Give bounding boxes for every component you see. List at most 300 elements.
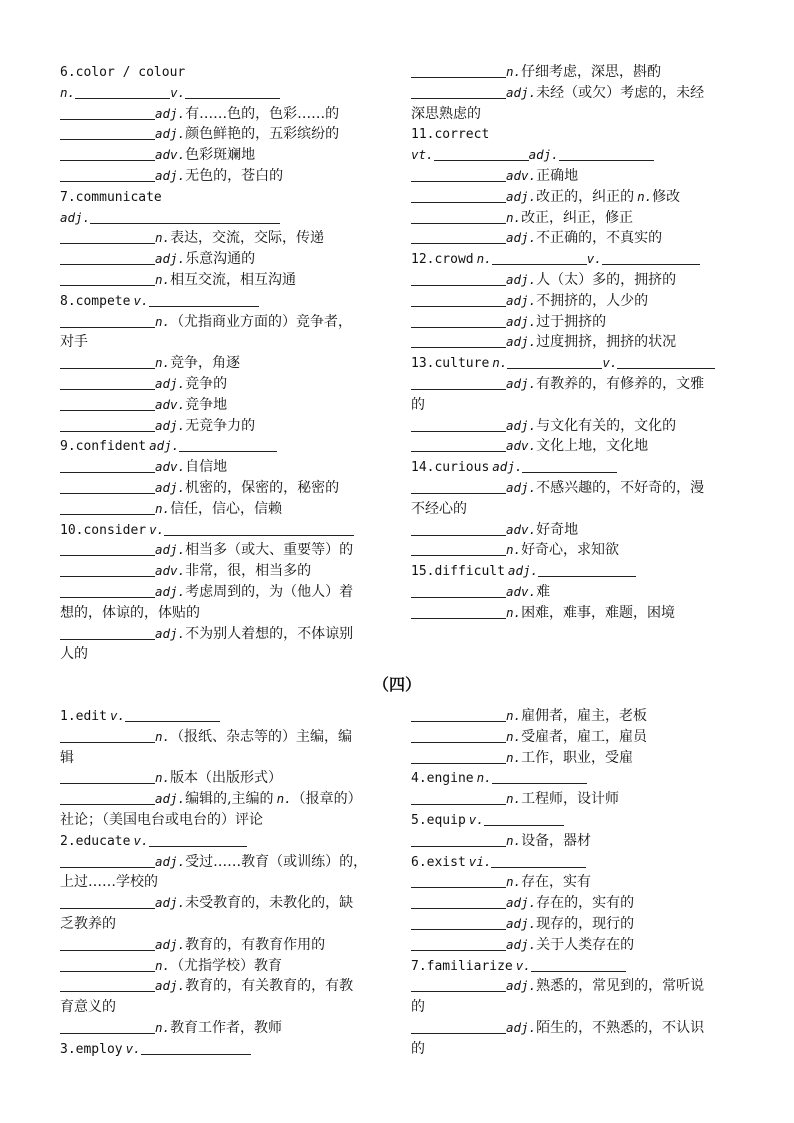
- answer-blank[interactable]: [531, 957, 626, 972]
- entry-line: [411, 353, 741, 374]
- definition: 过度拥挤，拥挤的状况: [536, 334, 677, 351]
- part-of-speech: adj.: [155, 791, 186, 807]
- part-of-speech: adj.: [155, 853, 186, 869]
- definition: 不正确的，不真实的: [536, 230, 663, 247]
- part-of-speech: n.: [506, 874, 522, 890]
- part-of-speech: adj.: [155, 583, 186, 599]
- answer-blank[interactable]: [411, 832, 506, 847]
- part-of-speech: adj.: [155, 126, 186, 142]
- part-of-speech: adj.: [506, 334, 537, 350]
- headword: 4.engine: [411, 771, 474, 787]
- answer-blank[interactable]: [60, 313, 155, 328]
- entry-line: [411, 582, 741, 603]
- answer-blank[interactable]: [185, 84, 280, 99]
- part-of-speech: n.: [276, 791, 292, 807]
- answer-blank[interactable]: [411, 271, 506, 286]
- part-of-speech: n.: [155, 355, 171, 371]
- part-of-speech: v.: [515, 957, 531, 973]
- answer-blank[interactable]: [411, 873, 506, 888]
- answer-blank[interactable]: [411, 728, 506, 743]
- answer-blank[interactable]: [411, 583, 506, 598]
- entry-line: [411, 997, 741, 1018]
- part-of-speech: n.: [155, 957, 171, 973]
- answer-blank[interactable]: [411, 437, 506, 452]
- entry-line: [60, 748, 390, 769]
- part-of-speech: adj.: [60, 209, 91, 225]
- part-of-speech: n.: [155, 271, 171, 287]
- part-of-speech: adj.: [507, 563, 539, 579]
- entry-line: [60, 1039, 390, 1060]
- part-of-speech: adv.: [155, 563, 186, 579]
- answer-blank[interactable]: [60, 500, 155, 515]
- entry-line: [411, 208, 741, 229]
- part-of-speech: adj.: [506, 188, 537, 204]
- part-of-speech: n.: [506, 542, 522, 558]
- answer-blank[interactable]: [60, 458, 155, 473]
- entry-line: [60, 976, 390, 997]
- definition: 信任，信心，信赖: [170, 500, 283, 517]
- definition-continued: 育意义的: [60, 999, 116, 1016]
- part-of-speech: adj.: [506, 230, 537, 246]
- definition-continued: 深思熟虑的: [411, 105, 481, 122]
- headword: 13.culture: [411, 356, 490, 372]
- entry-line: [60, 270, 390, 291]
- part-of-speech: adj.: [155, 167, 186, 183]
- answer-blank[interactable]: [484, 811, 564, 826]
- entry-line: [411, 166, 741, 187]
- entry-line: [411, 831, 741, 852]
- headword: 7.familiarize: [411, 958, 513, 974]
- part-of-speech: adv.: [506, 167, 537, 183]
- definition: （尤指学校）教育: [170, 957, 283, 974]
- entry-line: [60, 478, 390, 499]
- part-of-speech: adj.: [155, 542, 186, 558]
- part-of-speech: n.: [506, 604, 522, 620]
- answer-blank[interactable]: [60, 728, 155, 743]
- part-of-speech: v.: [133, 292, 149, 308]
- definition: 难: [536, 583, 551, 600]
- definition: 相互交流，相互沟通: [170, 271, 297, 288]
- entry-line: [60, 166, 390, 187]
- entry-line: [60, 62, 390, 83]
- entry-line: [60, 187, 390, 208]
- answer-blank[interactable]: [60, 479, 155, 494]
- entry-line: [60, 914, 390, 935]
- part-of-speech: v.: [133, 832, 149, 848]
- answer-blank[interactable]: [125, 707, 220, 722]
- answer-blank[interactable]: [411, 375, 506, 390]
- definition: 存在，实有: [521, 874, 592, 891]
- answer-blank[interactable]: [411, 84, 506, 99]
- part-of-speech: adj.: [506, 292, 537, 308]
- answer-blank[interactable]: [411, 167, 506, 182]
- answer-blank[interactable]: [60, 562, 155, 577]
- entry-line: [60, 956, 390, 977]
- part-of-speech: v.: [170, 84, 186, 100]
- part-of-speech: n.: [506, 832, 522, 848]
- entry-line: [60, 831, 390, 852]
- entry-line: [411, 436, 741, 457]
- part-of-speech: n.: [476, 251, 492, 267]
- entry-line: [60, 104, 390, 125]
- entry-line: [411, 104, 741, 125]
- definition: 非常，很，相当多的: [185, 563, 312, 580]
- definition-continued: 的: [411, 999, 425, 1016]
- entry-line: [60, 395, 390, 416]
- answer-blank[interactable]: [60, 936, 155, 951]
- definition: 机密的，保密的，秘密的: [185, 479, 340, 496]
- part-of-speech: adv.: [155, 459, 186, 475]
- definition: 未经（或欠）考虑的，未经: [536, 84, 705, 101]
- entry-line: [60, 291, 390, 312]
- section-title: （四）: [372, 675, 421, 694]
- answer-blank[interactable]: [179, 437, 277, 452]
- entry-line: [411, 145, 741, 166]
- answer-blank[interactable]: [411, 292, 506, 307]
- answer-blank[interactable]: [434, 146, 529, 161]
- answer-blank[interactable]: [411, 417, 506, 432]
- part-of-speech: adj.: [149, 438, 180, 454]
- part-of-speech: vt.: [411, 147, 434, 163]
- answer-blank[interactable]: [602, 250, 700, 265]
- answer-blank[interactable]: [617, 354, 715, 369]
- definition: 受雇者，雇工，雇员: [521, 728, 648, 745]
- part-of-speech: n.: [506, 728, 522, 744]
- entry-line: [411, 395, 741, 416]
- entry-line: [411, 187, 741, 208]
- part-of-speech: adj.: [506, 375, 537, 391]
- answer-blank[interactable]: [522, 458, 617, 473]
- part-of-speech: adj.: [155, 375, 186, 391]
- answer-blank[interactable]: [75, 84, 170, 99]
- entry-line: [60, 582, 390, 603]
- entry-line: [60, 810, 390, 831]
- part-of-speech: n.: [155, 500, 171, 516]
- definition: 不感兴趣的，不好奇的，漫: [536, 479, 705, 496]
- entry-line: [60, 499, 390, 520]
- definition: 关于人类存在的: [536, 936, 635, 953]
- part-of-speech: adj.: [506, 978, 537, 994]
- entry-line: [411, 872, 741, 893]
- answer-blank[interactable]: [60, 396, 155, 411]
- answer-blank[interactable]: [411, 915, 506, 930]
- definition: 版本（出版形式）: [170, 770, 283, 787]
- part-of-speech: adj.: [155, 895, 186, 911]
- entry-line: [60, 706, 390, 727]
- part-of-speech: adj.: [155, 936, 186, 952]
- definition: 正确地: [536, 167, 579, 184]
- definition-continued: 社论；（美国电台或电台的）评论: [60, 811, 263, 828]
- entry-line: [60, 872, 390, 893]
- part-of-speech: adj.: [155, 625, 186, 641]
- entry-line: [411, 768, 741, 789]
- part-of-speech: adj.: [155, 105, 186, 121]
- entry-line: [60, 124, 390, 145]
- definition-continued: 的: [411, 1040, 425, 1057]
- answer-blank[interactable]: [411, 790, 506, 805]
- answer-blank[interactable]: [411, 333, 506, 348]
- entry-line: [60, 332, 390, 353]
- definition: （报纸、杂志等的）主编，编: [170, 728, 353, 745]
- definition: 竞争，角逐: [170, 355, 241, 372]
- entry-line: [60, 374, 390, 395]
- answer-blank[interactable]: [60, 790, 155, 805]
- headword: 11.correct: [411, 127, 490, 143]
- definition: 好奇地: [536, 521, 579, 538]
- definition-continued: 的: [411, 396, 425, 413]
- entry-line: [411, 332, 741, 353]
- headword: 10.consider: [60, 522, 147, 538]
- entry-line: [411, 228, 741, 249]
- definition: 熟悉的，常见到的，常听说: [536, 978, 705, 995]
- entry-line: [411, 748, 741, 769]
- entry-line: [60, 768, 390, 789]
- part-of-speech: adj.: [506, 313, 537, 329]
- part-of-speech: n.: [155, 728, 171, 744]
- answer-blank[interactable]: [559, 146, 654, 161]
- definition-continued: 辑: [60, 749, 74, 766]
- part-of-speech: n.: [155, 230, 171, 246]
- entry-line: [411, 935, 741, 956]
- entry-line: [60, 997, 390, 1018]
- answer-blank[interactable]: [411, 229, 506, 244]
- part-of-speech: n.: [506, 749, 522, 765]
- entry-line: [411, 540, 741, 561]
- answer-blank[interactable]: [164, 521, 354, 536]
- part-of-speech: n.: [506, 64, 522, 79]
- entry-line: [60, 83, 390, 104]
- entry-line: [60, 727, 390, 748]
- answer-blank[interactable]: [60, 894, 155, 909]
- part-of-speech: adv.: [506, 438, 537, 454]
- entry-line: [411, 291, 741, 312]
- answer-blank[interactable]: [90, 209, 280, 224]
- definition: （尤指商业方面的）竞争者，: [170, 313, 353, 330]
- entry-line: [411, 270, 741, 291]
- entry-line: [411, 62, 741, 83]
- answer-blank[interactable]: [411, 188, 506, 203]
- definition: 不为别人着想的，不体谅别: [185, 625, 354, 642]
- entry-line: [60, 644, 390, 665]
- answer-blank[interactable]: [60, 977, 155, 992]
- answer-blank[interactable]: [507, 354, 602, 369]
- entry-line: [411, 727, 741, 748]
- column-left-top: [60, 62, 390, 665]
- definition: 与文化有关的，文化的: [536, 417, 677, 434]
- answer-blank[interactable]: [60, 853, 155, 868]
- entry-line: [60, 145, 390, 166]
- definition-continued: 不经心的: [411, 500, 467, 517]
- part-of-speech: adv.: [155, 396, 186, 412]
- definition: 无竞争力的: [185, 417, 256, 434]
- part-of-speech: n.: [155, 1019, 171, 1035]
- part-of-speech: v.: [602, 355, 618, 371]
- part-of-speech: v.: [149, 521, 165, 537]
- answer-blank[interactable]: [60, 769, 155, 784]
- answer-blank[interactable]: [492, 769, 587, 784]
- part-of-speech: vi.: [468, 853, 492, 869]
- answer-blank[interactable]: [411, 894, 506, 909]
- part-of-speech: adj.: [155, 417, 186, 433]
- entry-line: [411, 1018, 741, 1039]
- part-of-speech: adj.: [492, 459, 523, 475]
- definition: 存在的，实有的: [536, 895, 635, 912]
- definition: 表达，交流，交际，传递: [170, 230, 325, 247]
- answer-blank[interactable]: [149, 832, 247, 847]
- answer-blank[interactable]: [492, 250, 587, 265]
- definition-continued: 想的，体谅的，体贴的: [60, 604, 200, 621]
- definition: 竞争地: [185, 396, 228, 413]
- definition: （报章的）: [291, 791, 362, 808]
- entry-line: [411, 789, 741, 810]
- entry-line: [60, 561, 390, 582]
- part-of-speech: adj.: [506, 936, 537, 952]
- headword: 6.exist: [411, 854, 466, 870]
- entry-line: [60, 789, 390, 810]
- entry-line: [60, 249, 390, 270]
- entry-line: [411, 457, 741, 478]
- entry-line: [411, 603, 741, 624]
- headword: 8.compete: [60, 293, 131, 309]
- answer-blank[interactable]: [149, 292, 259, 307]
- part-of-speech: adj.: [155, 251, 186, 267]
- headword: 1.edit: [60, 709, 107, 724]
- part-of-speech: v.: [468, 811, 484, 827]
- entry-line: [60, 353, 390, 374]
- part-of-speech: n.: [506, 209, 522, 225]
- answer-blank[interactable]: [60, 625, 155, 640]
- headword: 7.communicate: [60, 189, 162, 205]
- definition: 不拥挤的，人少的: [536, 292, 649, 309]
- entry-line: [60, 893, 390, 914]
- definition: 工作，职业，受雇: [521, 749, 634, 766]
- definition: 编辑的,主编的: [185, 791, 274, 808]
- definition: 仔细考虑，深思，斟酌: [521, 64, 662, 80]
- answer-blank[interactable]: [60, 1019, 155, 1034]
- answer-blank[interactable]: [60, 167, 155, 182]
- headword: 2.educate: [60, 833, 131, 849]
- definition: 教育的，有教育作用的: [185, 936, 326, 953]
- entry-line: [411, 976, 741, 997]
- entry-line: [60, 312, 390, 333]
- answer-blank[interactable]: [60, 229, 155, 244]
- entry-line: [60, 935, 390, 956]
- answer-blank[interactable]: [411, 479, 506, 494]
- part-of-speech: adj.: [506, 479, 537, 495]
- column-left-bottom: [60, 706, 390, 1060]
- definition: 现存的，现行的: [536, 915, 635, 932]
- entry-line: [411, 499, 741, 520]
- answer-blank[interactable]: [411, 541, 506, 556]
- part-of-speech: v.: [586, 251, 602, 267]
- headword: 14.curious: [411, 460, 490, 476]
- answer-blank[interactable]: [60, 250, 155, 265]
- part-of-speech: adj.: [155, 978, 186, 994]
- answer-blank[interactable]: [538, 562, 636, 577]
- definition: 相当多（或大、重要等）的: [185, 542, 354, 559]
- column-right-top: [411, 62, 741, 624]
- answer-blank[interactable]: [411, 1019, 506, 1034]
- definition-continued: 对手: [60, 334, 88, 351]
- answer-blank[interactable]: [491, 853, 586, 868]
- part-of-speech: n.: [155, 313, 171, 329]
- entry-line: [411, 914, 741, 935]
- answer-blank[interactable]: [60, 146, 155, 161]
- answer-blank[interactable]: [411, 63, 506, 78]
- definition: 困难，难事，难题，困境: [521, 604, 676, 621]
- headword: 15.difficult: [411, 564, 505, 580]
- answer-blank[interactable]: [411, 977, 506, 992]
- definition: 雇佣者，雇主，老板: [521, 708, 648, 724]
- entry-line: [411, 83, 741, 104]
- definition: 有教养的，有修养的，文雅: [536, 375, 705, 392]
- entry-line: [411, 416, 741, 437]
- entry-line: [60, 208, 390, 229]
- answer-blank[interactable]: [60, 271, 155, 286]
- definition: 过于拥挤的: [536, 313, 607, 330]
- part-of-speech: n.: [637, 188, 653, 204]
- part-of-speech: adv.: [506, 583, 537, 599]
- definition: 教育工作者，教师: [170, 1019, 283, 1036]
- entry-line: [60, 1018, 390, 1039]
- entry-line: [411, 561, 741, 582]
- entry-line: [411, 1039, 741, 1060]
- part-of-speech: adj.: [506, 417, 537, 433]
- answer-blank[interactable]: [411, 604, 506, 619]
- entry-line: [60, 228, 390, 249]
- entry-line: [411, 374, 741, 395]
- part-of-speech: adj.: [506, 915, 537, 931]
- answer-blank[interactable]: [411, 209, 506, 224]
- entry-line: [411, 312, 741, 333]
- part-of-speech: v.: [109, 708, 126, 723]
- definition: 修改: [652, 188, 681, 205]
- definition: 自信地: [185, 459, 228, 476]
- answer-blank[interactable]: [60, 125, 155, 140]
- answer-blank[interactable]: [411, 936, 506, 951]
- part-of-speech: n.: [492, 355, 508, 371]
- answer-blank[interactable]: [60, 417, 155, 432]
- part-of-speech: adj.: [155, 479, 186, 495]
- definition: 乐意沟通的: [185, 251, 256, 268]
- answer-blank[interactable]: [411, 749, 506, 764]
- definition: 受过……教育（或训练）的，: [185, 853, 368, 870]
- headword: 6.color / colour: [60, 65, 186, 80]
- part-of-speech: adj.: [506, 271, 537, 287]
- entry-line: [411, 852, 741, 873]
- answer-blank[interactable]: [60, 957, 155, 972]
- answer-blank[interactable]: [60, 583, 155, 598]
- part-of-speech: v.: [125, 1040, 141, 1056]
- answer-blank[interactable]: [141, 1040, 251, 1055]
- definition: 无色的，苍白的: [185, 167, 284, 184]
- headword: 3.employ: [60, 1041, 123, 1057]
- part-of-speech: n.: [60, 84, 76, 100]
- answer-blank[interactable]: [411, 707, 506, 722]
- answer-blank[interactable]: [60, 105, 155, 120]
- part-of-speech: n.: [506, 791, 522, 807]
- answer-blank[interactable]: [60, 541, 155, 556]
- definition: 教育的，有关教育的，有教: [185, 978, 354, 995]
- answer-blank[interactable]: [60, 375, 155, 390]
- definition: 未受教育的，未教化的，缺: [185, 895, 354, 912]
- entry-line: [411, 249, 741, 270]
- answer-blank[interactable]: [411, 313, 506, 328]
- answer-blank[interactable]: [411, 521, 506, 536]
- entry-line: [60, 540, 390, 561]
- answer-blank[interactable]: [60, 354, 155, 369]
- definition: 陌生的，不熟悉的，不认识: [536, 1019, 705, 1036]
